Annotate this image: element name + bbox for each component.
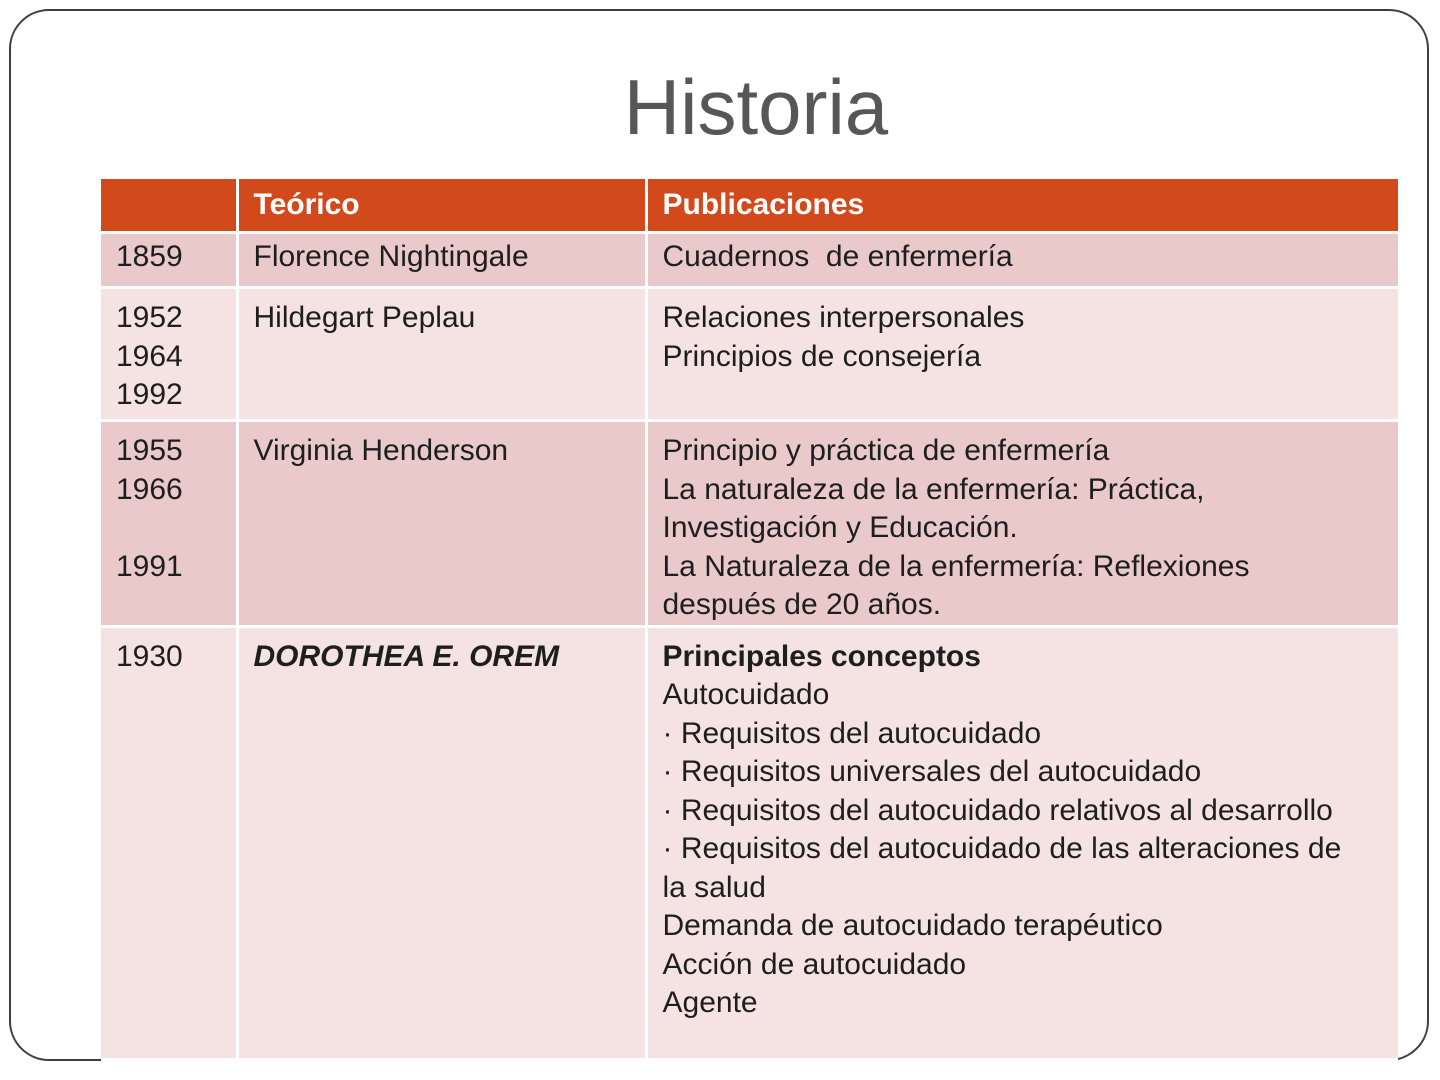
history-table xyxy=(101,179,1398,1061)
publications-cell xyxy=(646,233,1398,288)
concept-item: Acción de autocuidado xyxy=(662,947,967,981)
theorist-name: Florence Nightingale xyxy=(253,240,529,273)
theorist-cell xyxy=(237,626,646,1059)
concept-item: Demanda de autocuidado terapéutico xyxy=(662,909,1163,942)
year: 1966 xyxy=(116,472,183,506)
publication: La naturaleza de la enfermería: Práctica, Investigación y Educación. xyxy=(662,472,1205,544)
year: 1952 xyxy=(116,301,183,334)
theorist-name: Virginia Henderson xyxy=(253,434,509,467)
concept-item: · Requisitos del autocuidado de las alteraciones de la salud xyxy=(662,832,1342,904)
year: 1964 xyxy=(116,339,183,373)
table-row xyxy=(101,626,1398,1059)
header-year xyxy=(101,179,237,233)
year-cell xyxy=(101,288,237,421)
publications-cell xyxy=(646,626,1398,1059)
year-cell xyxy=(101,626,237,1059)
theorist-cell xyxy=(237,421,646,627)
theorist-cell xyxy=(237,233,646,288)
header-theorist: Teórico xyxy=(237,179,646,233)
year: 1930 xyxy=(116,639,183,673)
publication: Principio y práctica de enfermería xyxy=(662,434,1110,467)
publications-cell xyxy=(646,288,1398,421)
table-header-row xyxy=(101,179,1398,233)
year-cell xyxy=(101,233,237,288)
year: 1955 xyxy=(116,434,183,467)
year: 1859 xyxy=(116,240,183,273)
table-row xyxy=(101,421,1398,627)
publication: La Naturaleza de la enfermería: Reflexiones después de 20 años. xyxy=(662,549,1250,621)
header-publications: Publicaciones xyxy=(646,179,1398,233)
year: 1992 xyxy=(116,378,183,411)
spacer xyxy=(116,509,236,548)
year: 1991 xyxy=(116,549,183,583)
theorist-name: Hildegart Peplau xyxy=(253,301,476,334)
concept-item: · Requisitos del autocuidado xyxy=(662,716,1042,750)
table-row xyxy=(101,288,1398,421)
year-cell xyxy=(101,421,237,627)
publication: Principios de consejería xyxy=(662,339,982,373)
slide-title: Historia xyxy=(623,63,889,151)
theorist-cell xyxy=(237,288,646,421)
theorist-name: DOROTHEA E. OREM xyxy=(253,639,560,673)
concept-item: Agente xyxy=(662,986,758,1019)
concept-item: Autocuidado xyxy=(662,678,830,711)
concept-item: · Requisitos del autocuidado relativos al desarrollo xyxy=(662,793,1333,827)
concept-item: · Requisitos universales del autocuidado xyxy=(662,755,1202,788)
publication: Cuadernos de enfermería xyxy=(662,240,1013,273)
publications-cell xyxy=(646,421,1398,627)
table-row xyxy=(101,233,1398,288)
publication: Relaciones interpersonales xyxy=(662,301,1025,334)
concepts-heading: Principales conceptos xyxy=(662,639,981,673)
